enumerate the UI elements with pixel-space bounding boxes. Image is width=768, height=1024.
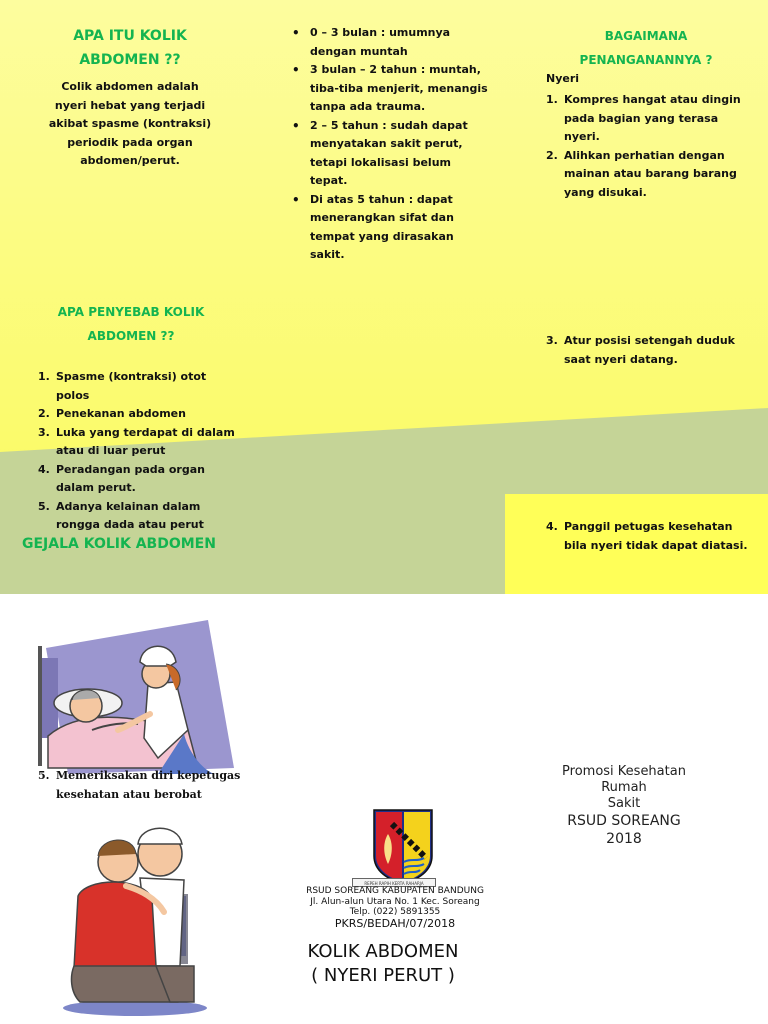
- promo-block: [538, 764, 710, 848]
- hospital-address: Jl. Alun-alun Utara No. 1 Kec. Soreang: [310, 896, 480, 907]
- heading-causes-line2: ABDOMEN ??: [87, 329, 175, 343]
- list-item: 3. Luka yang terdapat di dalam atau di luar perut: [38, 424, 238, 461]
- promo-line3: RSUD SOREANG: [567, 813, 681, 829]
- heading-what-is-line2: ABDOMEN ??: [79, 52, 181, 68]
- list-item: 1. Spasme (kontraksi) otot polos: [38, 368, 238, 405]
- list-item: • 0 – 3 bulan : umumnya dengan muntah: [290, 24, 490, 61]
- promo-line2: Sakit: [607, 796, 641, 811]
- step5-list: [38, 767, 248, 804]
- title-line1: KOLIK ABDOMEN: [307, 941, 459, 962]
- hospital-phone: Telp. (022) 5891355: [349, 907, 441, 917]
- heading-causes-line1: APA PENYEBAB KOLIK: [57, 305, 205, 319]
- promo-line4: 2018: [606, 831, 642, 847]
- list-item: • 3 bulan – 2 tahun : muntah, tiba-tiba menjerit, menangis tanpa ada trauma.: [290, 61, 490, 117]
- nurse-patient-bed-illustration: [38, 618, 234, 774]
- bandung-regency-emblem: [352, 806, 436, 886]
- panel-what-is: [40, 24, 220, 171]
- causes-list: [38, 368, 238, 535]
- heading-causes: [36, 300, 226, 348]
- definition-text: Colik abdomen adalah nyeri hebat yang terjadi akibat spasme (kontraksi) periodik pada organ abdomen/perut.: [48, 80, 212, 167]
- handling-list-a: [546, 91, 746, 202]
- brochure-title: [270, 940, 496, 988]
- symptoms-list: [290, 24, 490, 265]
- heading-handling-line1: BAGAIMANA: [604, 29, 688, 43]
- title-line2: ( NYERI PERUT ): [311, 965, 455, 986]
- list-item: • 2 – 5 tahun : sudah dapat menyatakan sakit perut, tetapi lokalisasi belum tepat.: [290, 117, 490, 191]
- list-item: 5. Adanya kelainan dalam rongga dada atau perut: [38, 498, 238, 535]
- hospital-name: RSUD SOREANG KABUPATEN BANDUNG: [306, 886, 484, 896]
- subheading-pain: Nyeri: [546, 72, 580, 85]
- list-item: 1. Kompres hangat atau dingin pada bagian yang terasa nyeri.: [546, 91, 746, 147]
- panel-causes: [36, 300, 226, 348]
- list-item: 4. Peradangan pada organ dalam perut.: [38, 461, 238, 498]
- list-item: 5. Memeriksakan diri kepetugas kesehatan atau berobat: [38, 767, 248, 804]
- heading-symptoms: GEJALA KOLIK ABDOMEN: [22, 536, 216, 552]
- list-item: 3. Atur posisi setengah duduk saat nyeri datang.: [546, 332, 746, 369]
- heading-handling: [546, 24, 746, 72]
- list-item: 2. Penekanan abdomen: [38, 405, 238, 424]
- document-code: PKRS/BEDAH/07/2018: [334, 916, 456, 930]
- hospital-info: [290, 886, 500, 930]
- list-item: 4. Panggil petugas kesehatan bila nyeri tidak dapat diatasi.: [546, 518, 756, 555]
- heading-what-is-line1: APA ITU KOLIK: [73, 28, 187, 44]
- promo-line1: Promosi Kesehatan Rumah: [562, 764, 686, 795]
- handling-list-b: [546, 332, 746, 369]
- heading-handling-line2: PENANGANANNYA ?: [579, 53, 713, 67]
- list-item: • Di atas 5 tahun : dapat menerangkan sifat dan tempat yang dirasakan sakit.: [290, 191, 490, 265]
- list-item: 2. Alihkan perhatian dengan mainan atau barang barang yang disukai.: [546, 147, 746, 203]
- emblem-banner: REPEH RAPIH KERTA RAHARJA: [352, 878, 436, 887]
- nurse-comforting-patient-illustration: [60, 816, 210, 1016]
- heading-what-is: [40, 24, 220, 72]
- handling-list-c: [546, 518, 756, 555]
